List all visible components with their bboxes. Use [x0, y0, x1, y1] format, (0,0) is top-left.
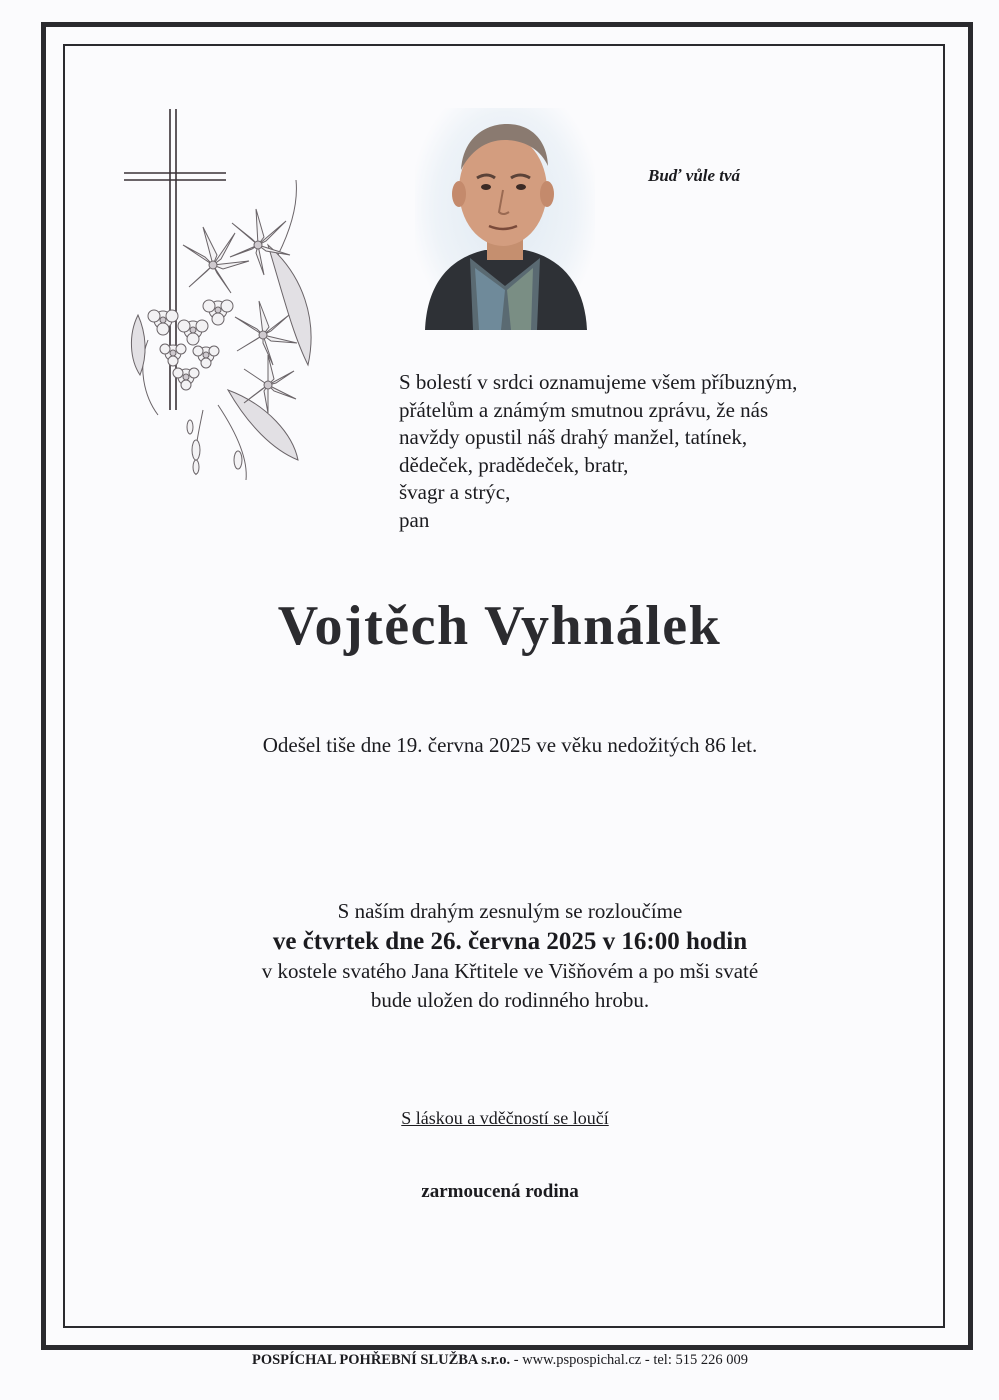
announcement-line: přátelům a známým smutnou zprávu, že nás	[399, 397, 769, 422]
footer-website: www.pspospichal.cz	[522, 1352, 642, 1368]
family-signature: zarmoucená rodina	[421, 1181, 579, 1202]
farewell-place: v kostele svatého Jana Křtitele ve Višňovém a po mši svaté	[261, 959, 759, 983]
deceased-name: Vojtěch Vyhnálek	[277, 595, 722, 657]
announcement-line: navždy opustil náš drahý manžel, tatínek,	[399, 425, 748, 449]
motto: Buď vůle tvá	[648, 166, 741, 185]
announcement-line: S bolestí v srdci oznamujeme všem příbuzným,	[399, 370, 798, 394]
footer-company: POSPÍCHAL POHŘEBNÍ SLUŽBA s.r.o.	[251, 1352, 511, 1368]
announcement-line: dědeček, pradědeček, bratr,	[399, 452, 629, 477]
announcement	[399, 369, 879, 534]
farewell-intro: S naším drahým zesnulým se rozloučíme	[337, 899, 683, 923]
footer-phone: tel: 515 226 009	[653, 1352, 748, 1368]
farewell-block	[0, 897, 999, 1015]
farewell-datetime: ve čtvrtek dne 26. června 2025 v 16:00 hodin	[272, 928, 748, 955]
footer-separator: -	[641, 1352, 654, 1368]
announcement-line: švagr a strýc,	[399, 480, 511, 504]
cross-with-lilies-icon	[118, 105, 333, 495]
announcement-line: pan	[399, 507, 430, 532]
death-notice: Odešel tiše dne 19. června 2025 ve věku nedožitých 86 let.	[262, 733, 758, 757]
footer-separator: -	[510, 1352, 523, 1368]
footer	[0, 1352, 999, 1369]
farewell-place: bude uložen do rodinného hrobu.	[370, 988, 650, 1012]
signed-by: S láskou a vděčností se loučí	[401, 1108, 609, 1128]
portrait-photo	[415, 108, 595, 330]
